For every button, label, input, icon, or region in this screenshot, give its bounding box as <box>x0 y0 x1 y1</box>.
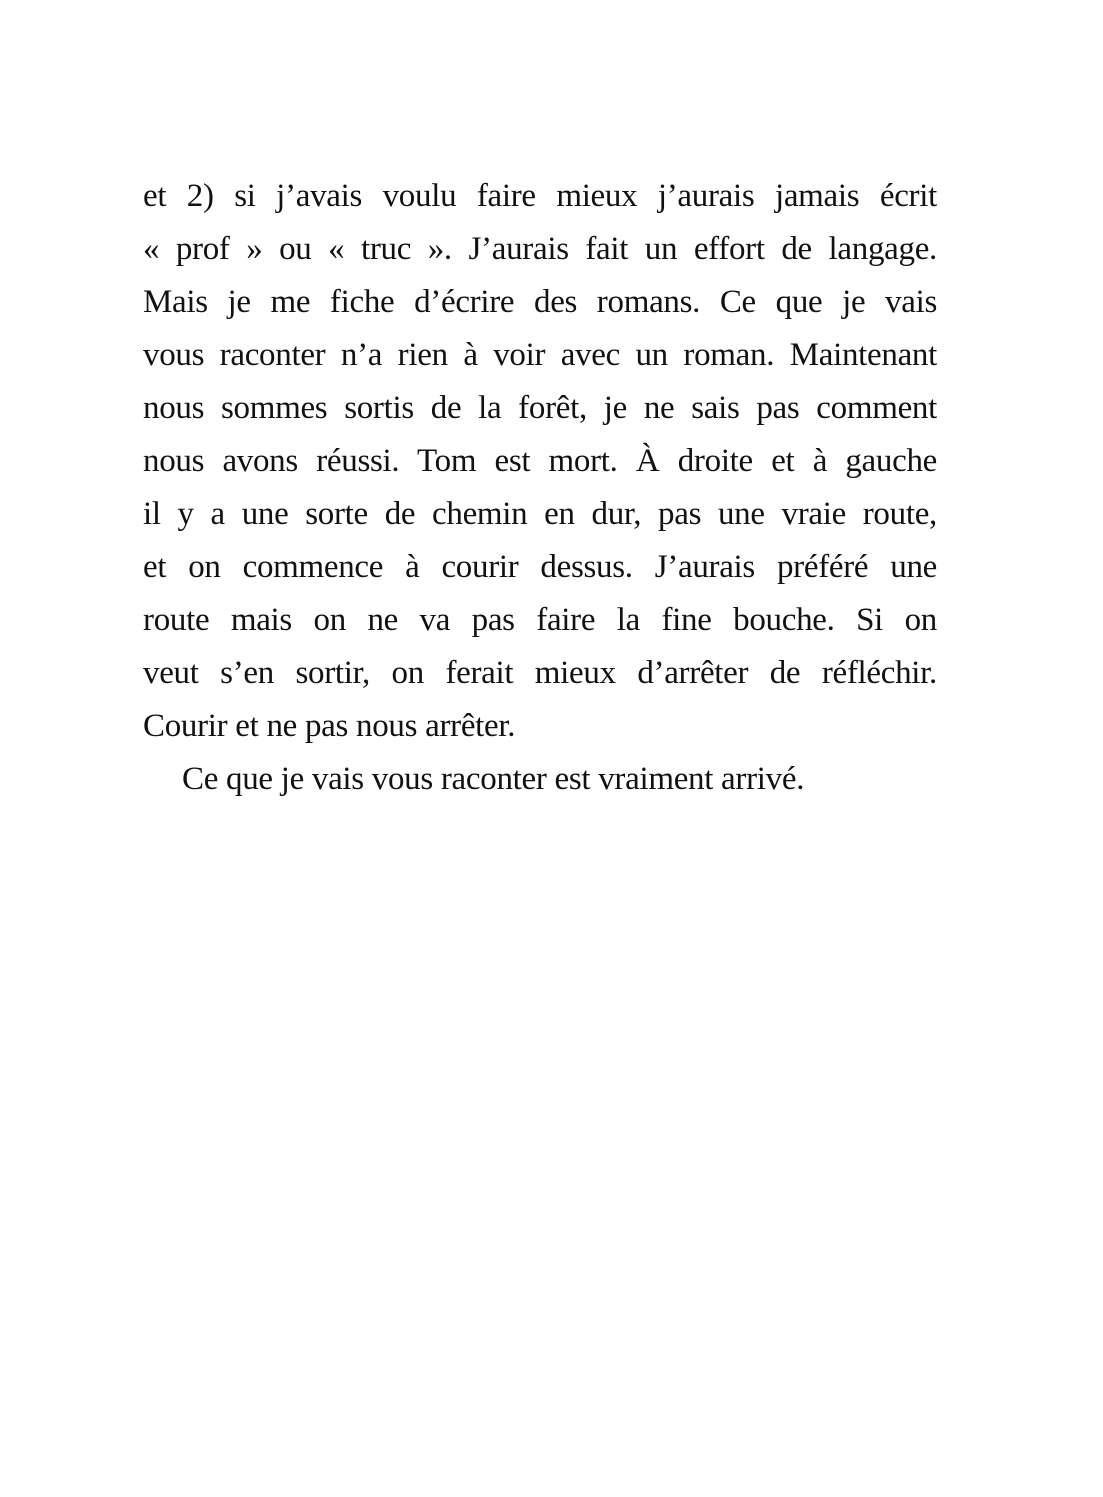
text-line: vous raconter n’a rien à voir avec un roman. Maintenant <box>143 337 937 373</box>
text-line: Ce que je vais vous raconter est vraiment arrivé. <box>182 761 805 797</box>
text-line: et on commence à courir dessus. J’aurais préféré une <box>143 549 937 585</box>
paragraph-2 <box>143 753 937 806</box>
text-line: Courir et ne pas nous arrêter. <box>143 708 516 744</box>
text-line: nous sommes sortis de la forêt, je ne sais pas comment <box>143 390 937 426</box>
text-line: route mais on ne va pas faire la fine bouche. Si on <box>143 602 937 638</box>
document-page <box>143 170 937 806</box>
text-line: veut s’en sortir, on ferait mieux d’arrêter de réfléchir. <box>143 655 937 691</box>
text-line: « prof » ou « truc ». J’aurais fait un effort de langage. <box>143 231 937 267</box>
paragraph-1 <box>143 170 937 753</box>
text-line: Mais je me fiche d’écrire des romans. Ce que je vais <box>143 284 937 320</box>
text-line: il y a une sorte de chemin en dur, pas une vraie route, <box>143 496 937 532</box>
text-line: nous avons réussi. Tom est mort. À droite et à gauche <box>143 443 937 479</box>
text-line: et 2) si j’avais voulu faire mieux j’aurais jamais écrit <box>143 178 937 214</box>
